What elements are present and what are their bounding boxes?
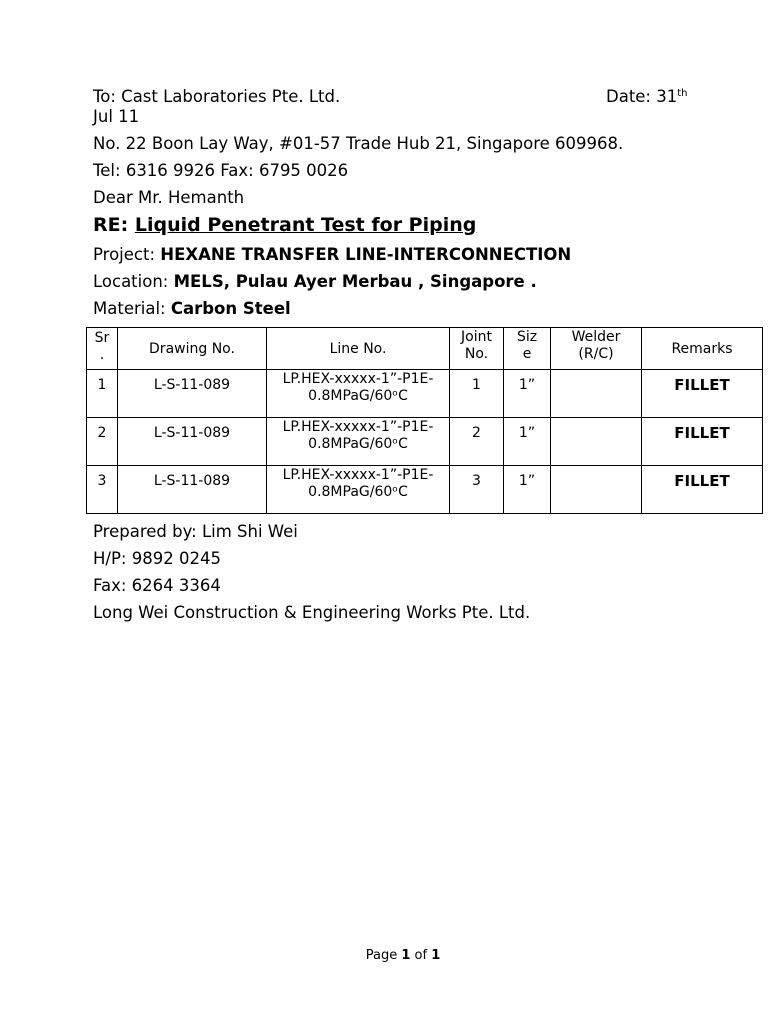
- cell-drawing-no: L-S-11-089: [118, 466, 267, 514]
- header-welder: Welder (R/C): [551, 328, 642, 370]
- cell-remarks: FILLET: [642, 466, 763, 514]
- date-suffix: th: [677, 88, 688, 99]
- project-value: HEXANE TRANSFER LINE-INTERCONNECTION: [160, 245, 572, 264]
- cell-size: 1”: [504, 370, 551, 418]
- cell-drawing-no: L-S-11-089: [118, 370, 267, 418]
- subject-line: [93, 215, 476, 235]
- date-line: [606, 87, 688, 107]
- cell-line-no: LP.HEX-xxxxx-1”-P1E- 0.8MPaG/60ᵒC: [267, 418, 450, 466]
- project-label: Project:: [93, 245, 156, 264]
- subject-text: Liquid Penetrant Test for Piping: [134, 214, 477, 236]
- fax-number: Fax: 6264 3364: [93, 576, 221, 595]
- table-row: [87, 370, 763, 418]
- prepared-by: Prepared by: Lim Shi Wei: [93, 522, 298, 541]
- recipient-line: To: Cast Laboratories Pte. Ltd.: [93, 87, 341, 106]
- header-drawing-no: Drawing No.: [118, 328, 267, 370]
- cell-sr: 1: [87, 370, 118, 418]
- page-footer: [0, 948, 768, 963]
- recipient-address: No. 22 Boon Lay Way, #01-57 Trade Hub 21, Singapore 609968.: [93, 134, 624, 153]
- cell-sr: 2: [87, 418, 118, 466]
- tel-fax-line: Tel: 6316 9926 Fax: 6795 0026: [93, 161, 349, 180]
- location-value: MELS, Pulau Ayer Merbau , Singapore .: [173, 272, 537, 291]
- date-continuation: Jul 11: [93, 107, 140, 126]
- table-header-row: [87, 328, 763, 370]
- location-label: Location:: [93, 272, 169, 291]
- project-line: [93, 245, 571, 265]
- material-value: Carbon Steel: [170, 299, 291, 318]
- header-remarks: Remarks: [642, 328, 763, 370]
- of-label: of: [414, 948, 428, 963]
- cell-line-no: LP.HEX-xxxxx-1”-P1E- 0.8MPaG/60ᵒC: [267, 370, 450, 418]
- cell-size: 1”: [504, 466, 551, 514]
- cell-sr: 3: [87, 466, 118, 514]
- cell-drawing-no: L-S-11-089: [118, 418, 267, 466]
- cell-remarks: FILLET: [642, 370, 763, 418]
- location-line: [93, 272, 537, 292]
- material-label: Material:: [93, 299, 166, 318]
- subject-prefix: RE:: [93, 214, 129, 236]
- header-size: Siz e: [504, 328, 551, 370]
- header-joint-no: Joint No.: [450, 328, 504, 370]
- page-total: 1: [431, 948, 441, 963]
- cell-welder: [551, 466, 642, 514]
- hp-number: H/P: 9892 0245: [93, 549, 221, 568]
- cell-welder: [551, 418, 642, 466]
- cell-remarks: FILLET: [642, 418, 763, 466]
- cell-size: 1”: [504, 418, 551, 466]
- material-line: [93, 299, 291, 319]
- cell-welder: [551, 370, 642, 418]
- table-row: [87, 466, 763, 514]
- cell-joint-no: 1: [450, 370, 504, 418]
- company-name: Long Wei Construction & Engineering Works Pte. Ltd.: [93, 603, 531, 622]
- cell-line-no: LP.HEX-xxxxx-1”-P1E- 0.8MPaG/60ᵒC: [267, 466, 450, 514]
- cell-joint-no: 2: [450, 418, 504, 466]
- cell-joint-no: 3: [450, 466, 504, 514]
- header-line-no: Line No.: [267, 328, 450, 370]
- table-row: [87, 418, 763, 466]
- date-prefix: Date: 31: [606, 87, 678, 106]
- page-label: Page: [365, 948, 398, 963]
- salutation: Dear Mr. Hemanth: [93, 188, 245, 207]
- page-number: 1: [401, 948, 411, 963]
- header-sr: Sr .: [87, 328, 118, 370]
- joint-table: [86, 327, 763, 514]
